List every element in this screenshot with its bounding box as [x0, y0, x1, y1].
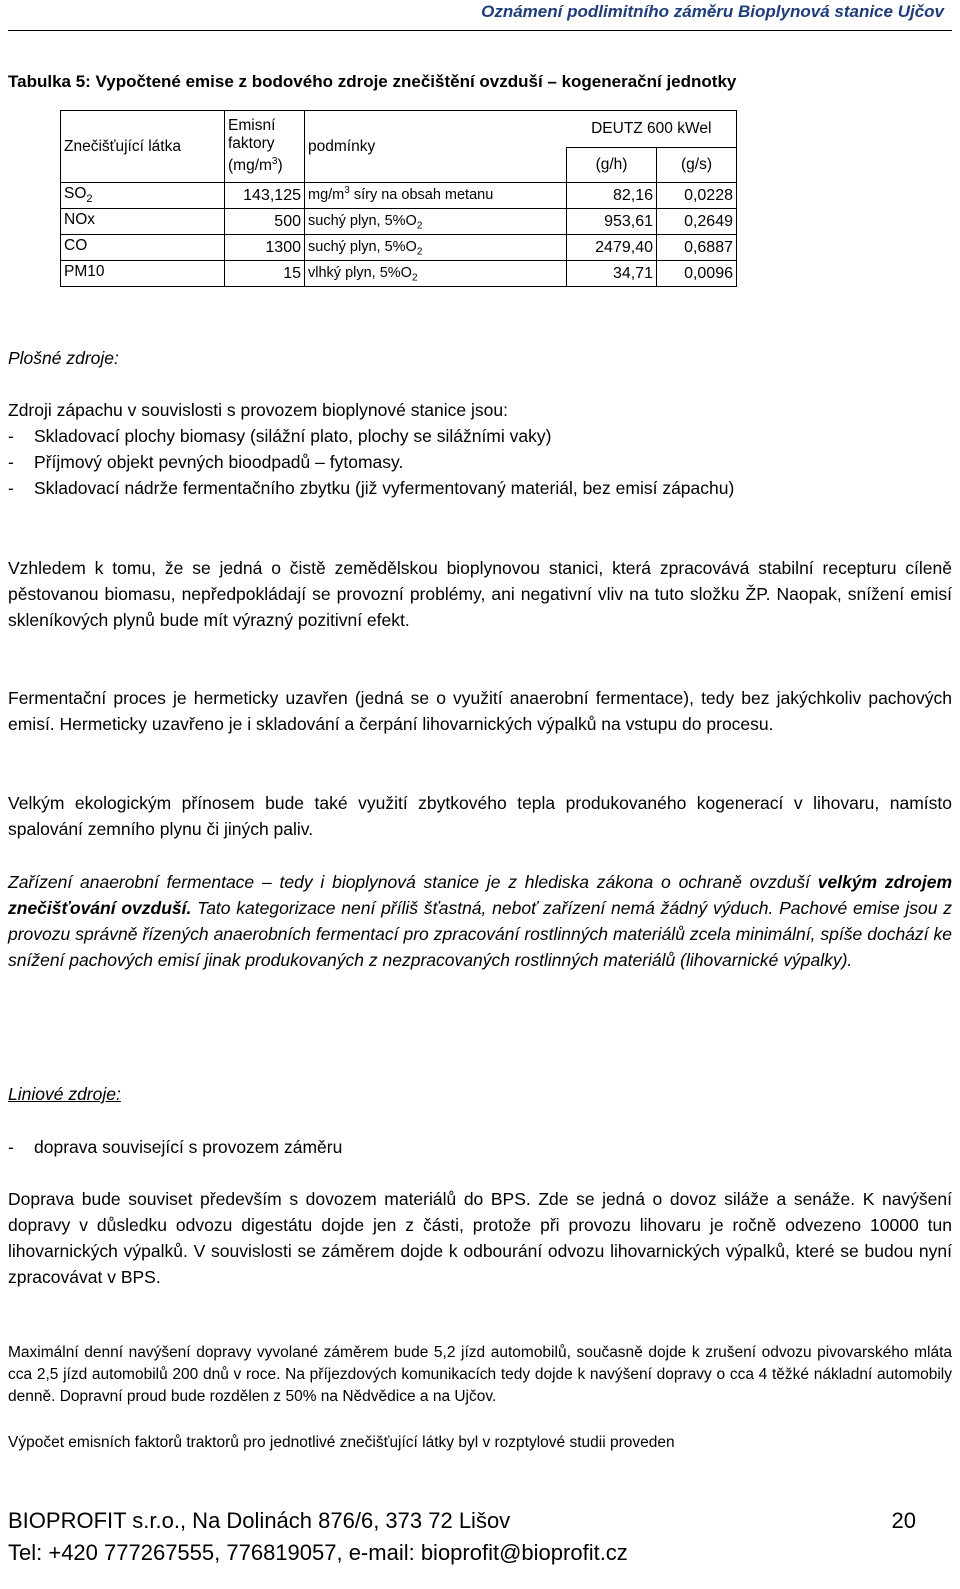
cell-factor: 500 [225, 209, 305, 235]
cell-pollutant: PM10 [61, 261, 225, 287]
list-item: - Skladovací plochy biomasy (silážní plato, plochy se silážními vaky) [8, 426, 552, 446]
area-sources-heading: Plošné zdroje: [8, 348, 119, 368]
cell-factor: 143,125 [225, 183, 305, 209]
paragraph: Maximální denní navýšení dopravy vyvolané záměrem bude 5,2 jízd automobilů, současně dojde k zrušení odvozu pivovarského mláta cca 2,5 jízd automobilů 200 dnů v roce. Na příjezdových komunikacích tedy dojde k navýšení dopravy o cca 4 těžké nákladní automobily denně. Dopravní proud bude rozdělen z 50% na Nědvědice a na Ujčov. [8, 1344, 952, 1405]
cell-pollutant: NOx [61, 209, 225, 235]
cell-factor: 15 [225, 261, 305, 287]
page-number: 20 [891, 1508, 916, 1533]
area-sources-intro: Zdroji zápachu v souvislosti s provozem bioplynové stanice jsou: [8, 400, 508, 420]
table-row [61, 261, 737, 287]
paragraph-law: Zařízení anaerobní fermentace – tedy i bioplynová stanice je z hlediska zákona o ochraně ovzduší velkým zdrojem znečišťování ovzduší. Tato kategorizace není příliš šťastná, neboť zařízení nemá žádný výduch. Pachové emise jsou z provozu správně řízených anaerobních fermentací pro zpracování rostlinných materiálů zcela minimální, spíše dochází ke snížení pachových emisí jinak produkovaných z nezpracovaných rostlinných materiálů (lihovarnické výpalky). [8, 872, 953, 970]
header-conditions: podmínky [305, 111, 567, 183]
table-row [61, 183, 737, 209]
cell-gh: 953,61 [567, 209, 657, 235]
paragraph: Doprava bude souviset především s dovozem materiálů do BPS. Zde se jedná o dovoz siláže a senáže. K navýšení dopravy v důsledku odvozu digestátu dojde jen z části, protože při provozu lihovaru je ročně odvezeno 10000 tun lihovarnických výpalků. V souvislosti se záměrem dojde k odbourání odvozu lihovarnických výpalků, které se budou nyní zpracovávat v BPS. [8, 1189, 952, 1287]
cell-gh: 2479,40 [567, 235, 657, 261]
header-pollutant: Znečišťující látka [61, 111, 225, 183]
table-row [61, 235, 737, 261]
cell-gs: 0,6887 [657, 235, 737, 261]
paragraph: Fermentační proces je hermeticky uzavřen (jedná se o využití anaerobní fermentace), tedy bez jakýchkoliv pachových emisí. Hermeticky uzavřeno je i skladování a čerpání lihovarnických výpalků na vstupu do procesu. [8, 688, 952, 734]
list-item: - Skladovací nádrže fermentačního zbytku (již vyfermentovaný materiál, bez emisí zápachu) [8, 478, 735, 498]
cell-pollutant: CO [61, 235, 225, 261]
cell-factor: 1300 [225, 235, 305, 261]
cell-gh: 34,71 [567, 261, 657, 287]
table-row [61, 209, 737, 235]
header-title: Oznámení podlimitního záměru Bioplynová stanice Ujčov [481, 2, 944, 21]
page-header [8, 0, 952, 31]
header-gs: (g/s) [657, 148, 737, 183]
table-caption: Tabulka 5: Vypočtené emise z bodového zdroje znečištění ovzduší – kogenerační jednotky [8, 72, 737, 91]
footer-contact: Tel: +420 777267555, 776819057, e-mail: bioprofit@bioprofit.cz [8, 1540, 628, 1565]
cell-conditions: suchý plyn, $5\%O_2$ [305, 235, 567, 261]
header-engine: DEUTZ 600 kWel [567, 111, 737, 148]
cell-conditions: suchý plyn, $5\%O_2$ [305, 209, 567, 235]
line-sources-heading: Liniové zdroje: [8, 1084, 121, 1104]
list-item: - Příjmový objekt pevných bioodpadů – fytomasy. [8, 452, 404, 472]
paragraph: Výpočet emisních faktorů traktorů pro jednotlivé znečišťující látky byl v rozptylové studii proveden [8, 1434, 675, 1451]
cell-gh: 82,16 [567, 183, 657, 209]
paragraph: Vzhledem k tomu, že se jedná o čistě zemědělskou bioplynovou stanici, která zpracovává stabilní recepturu cíleně pěstovanou biomasu, nepředpokládají se provozní problémy, ani negativní vliv na tuto složku ŽP. Naopak, snížení emisí skleníkových plynů bude mít výrazný pozitivní efekt. [8, 558, 952, 630]
cell-gs: 0,0228 [657, 183, 737, 209]
list-item: - doprava související s provozem záměru [8, 1137, 343, 1157]
cell-pollutant: $SO_2$ [61, 183, 225, 209]
table-header-row [61, 111, 737, 148]
footer-company: BIOPROFIT s.r.o., Na Dolinách 876/6, 373 72 Lišov 20 [8, 1508, 916, 1533]
cell-gs: 0,2649 [657, 209, 737, 235]
cell-conditions: $mg/m^3$ síry na obsah metanu [305, 183, 567, 209]
emissions-table [60, 110, 737, 287]
header-gh: (g/h) [567, 148, 657, 183]
paragraph: Velkým ekologickým přínosem bude také využití zbytkového tepla produkovaného kogenerací v lihovaru, namísto spalování zemního plynu či jiných paliv. [8, 793, 952, 839]
header-factors: Emisní faktory $(mg/m^3)$ [225, 111, 305, 183]
cell-gs: 0,0096 [657, 261, 737, 287]
cell-conditions: vlhký plyn, $5\%O_2$ [305, 261, 567, 287]
